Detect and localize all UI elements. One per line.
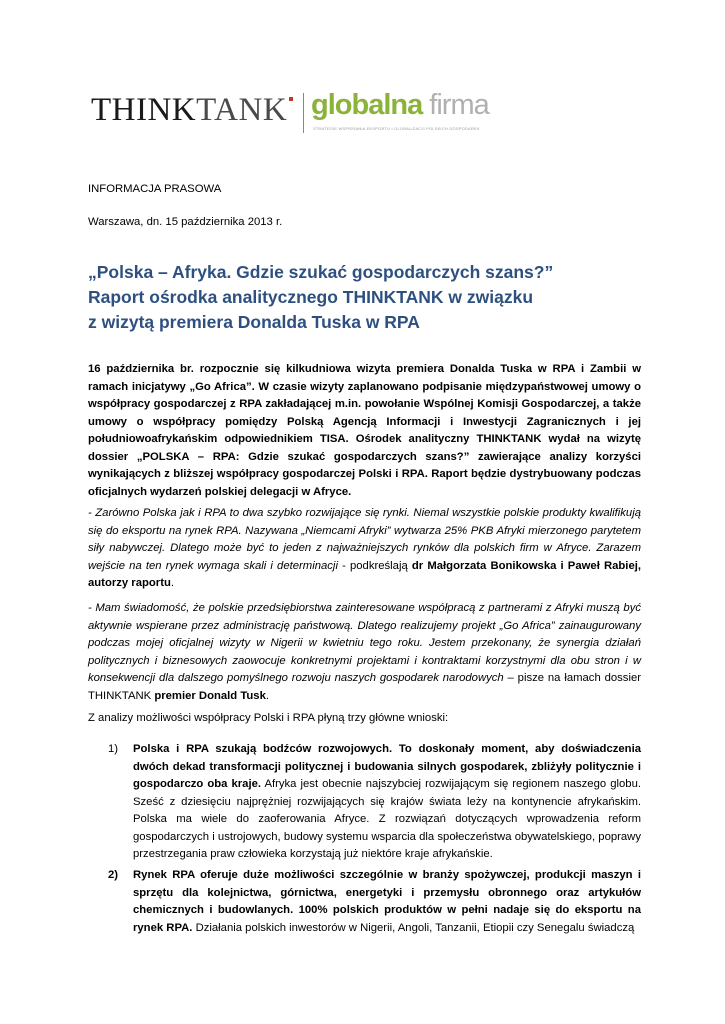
title-line: Raport ośrodka analitycznego THINKTANK w związku <box>88 287 534 307</box>
quote-text: - Zarówno Polska jak i RPA to dwa szybko rozwijające się rynki. Niemal wszystkie polskie produkty kwalifikują się do eksportu na rynek RPA. Nazywana „Niemcami Afryki” wytwarza 25% PKB Afryki mierzonego parytetem siły nabywczej. Dlatego może być to jeden z najważniejszych rynków dla polskich firm w Afryce. Zarazem wejście na ten rynek wymaga skali i determinacji <box>88 507 641 572</box>
quote-author: premier Donald Tusk <box>154 689 266 702</box>
logo-globalna-text: globalna <box>311 89 423 121</box>
list-item-text: Afryka jest obecnie najszybciej rozwijającym się regionem naszego globu. Sześć z dziesięciu najprężniej rozwijających się krajów świata leży na kontynencie afrykańskim. Polska ma wiele do zaoferowania Afryce. Z rozwiązań dotyczących wprowadzenia reform gospodarczych i ustrojowych, budowy systemu wsparcia dla społeczeństwa obywatelskiego, poprawy przestrzegania praw człowieka korzystają już niektóre kraje afrykańskie. <box>133 778 641 860</box>
globalna-firma-logo <box>311 91 489 120</box>
logo-think-text: THINK <box>91 92 197 128</box>
logo-tank-text: TANK <box>196 92 288 128</box>
logo-tagline: STRATEGIE WSPIERANIA EKSPORTU I GLOBALIZACJI POLSKICH GOSPODAREK <box>313 126 480 131</box>
list-number: 2) <box>108 869 119 881</box>
list-number: 1) <box>108 743 119 755</box>
logo-firma-text: firma <box>429 89 489 121</box>
quote-paragraph-premier <box>88 600 641 705</box>
date-line: Warszawa, dn. 15 października 2013 r. <box>88 216 283 228</box>
quote-text: - Mam świadomość, że polskie przedsiębiorstwa zainteresowane współpracą z partnerami z Afryki muszą być aktywnie wspierane przez administrację państwową. Dlatego realizujemy projekt „Go Africa” zainaugurowany podczas mojej oficjalnej wizyty w Nigerii w kwietniu tego roku. Jestem przekonany, że synergia działań politycznych i biznesowych zaowocuje konkretnymi projektami i kontraktami korzystnymi dla obu stron i w konsekwencji dla dalszego pomyślnego rozwoju naszych gospodarek narodowych <box>88 602 641 684</box>
thinktank-logo <box>91 94 293 127</box>
conclusions-intro: Z analizy możliwości współpracy Polski i RPA płyną trzy główne wnioski: <box>88 712 449 724</box>
list-item <box>88 741 641 864</box>
list-item-bold: Rynek RPA oferuje duże możliwości szczególnie w branży spożywczej, produkcji maszyn i sprzętu dla kolejnictwa, górnictwa, energetyki i przemysłu obronnego oraz artykułów chemicznych i budowlanych. 100% polskich produktów w pełni nadaje się do eksportu na rynek RPA. <box>133 869 641 934</box>
quote-attribution: - podkreślają <box>337 559 412 572</box>
document-title <box>88 260 648 335</box>
lead-paragraph: 16 października br. rozpocznie się kilkudniowa wizyta premiera Donalda Tuska w RPA i Zambii w ramach inicjatywy „Go Africa”. W czasie wizyty zaplanowano podpisanie międzypaństwowej umowy o współpracy gospodarczej z RPA zakładającej m.in. powołanie Wspólnej Komisji Gospodarczej, a także umowy o współpracy pomiędzy Polską Agencją Informacji i Inwestycji Zagranicznych i jej południowoafrykańskim odpowiednikiem TISA. Ośrodek analityczny THINKTANK wydał na wizytę dossier „POLSKA – RPA: Gdzie szukać gospodarczych szans?” zawierające analizy korzyści wynikających z bliższej współpracy gospodarczej Polski i RPA. Raport będzie dystrybuowany podczas oficjalnych wydarzeń polskiej delegacji w Afryce. <box>88 363 641 498</box>
press-release-label: INFORMACJA PRASOWA <box>88 183 222 195</box>
quote-paragraph-authors <box>88 505 641 593</box>
header-logos <box>91 91 511 141</box>
logo-divider <box>303 93 304 133</box>
quote-attribution: – pisze na łamach dossier THINKTANK <box>88 672 642 702</box>
quote-end: . <box>170 577 174 589</box>
logo-dot-icon <box>289 97 293 101</box>
quote-end: . <box>265 689 269 702</box>
list-item-text: Działania polskich inwestorów w Nigerii, Angoli, Tanzanii, Etiopii czy Senegalu świadczą <box>192 921 635 934</box>
quote-authors: dr Małgorzata Bonikowska i Paweł Rabiej, autorzy raportu <box>88 559 642 589</box>
title-line: „Polska – Afryka. Gdzie szukać gospodarczych szans?” <box>88 262 554 282</box>
list-item <box>88 867 641 937</box>
title-line: z wizytą premiera Donalda Tuska w RPA <box>88 312 420 332</box>
list-item-bold: Polska i RPA szukają bodźców rozwojowych. To doskonały moment, aby doświadczenia dwóch dekad transformacji politycznej i budowania silnych gospodarek, zbliżyły politycznie i gospodarczo oba kraje. <box>133 743 641 790</box>
